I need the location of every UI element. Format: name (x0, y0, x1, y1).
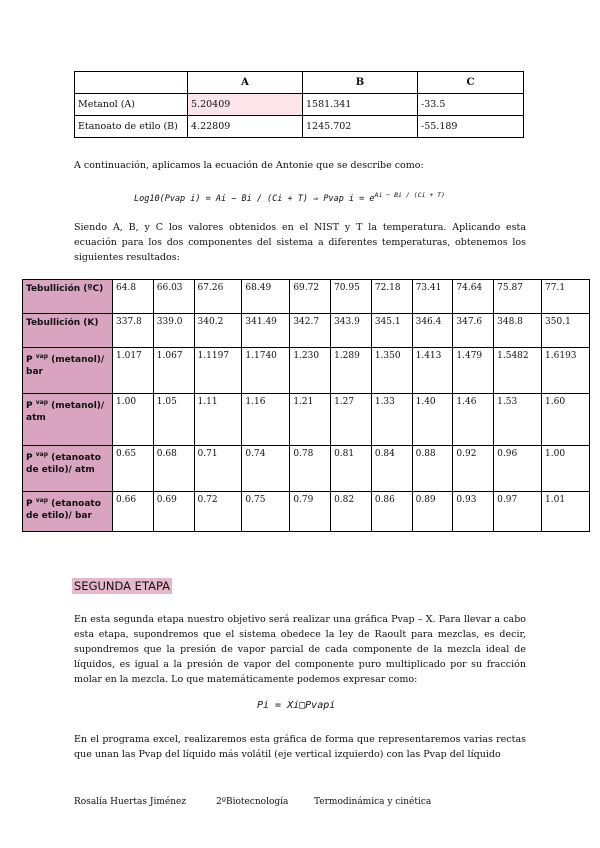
table-header-row (75, 72, 524, 94)
table-cell: 1.230 (290, 348, 331, 394)
table-cell: 0.72 (194, 492, 242, 532)
table-cell: 1.067 (153, 348, 194, 394)
table-cell: 1.16 (242, 394, 290, 446)
table-cell: 1.60 (542, 394, 590, 446)
vapor-pressure-table (22, 279, 590, 532)
table-cell: 1.00 (113, 394, 154, 446)
table-cell: 74.64 (453, 280, 494, 314)
row-label-text: Tebullición (ºC) (26, 284, 104, 294)
table-cell: -55.189 (418, 116, 524, 138)
table-cell: 68.49 (242, 280, 290, 314)
row-label-superscript: vap (35, 399, 49, 406)
table-cell: 0.75 (242, 492, 290, 532)
row-label-text: (metanol)/ atm (26, 401, 105, 423)
table-cell: 0.79 (290, 492, 331, 532)
table-cell: 0.92 (453, 446, 494, 492)
row-label-text: (etanoato de etilo)/ bar (26, 499, 101, 521)
table-cell: 70.95 (331, 280, 372, 314)
row-label-superscript: vap (35, 353, 49, 360)
footer-author: Rosalía Huertas Jiménez (74, 797, 187, 807)
table-cell: 1.00 (542, 446, 590, 492)
table-cell: 1.21 (290, 394, 331, 446)
table-cell: 0.84 (371, 446, 412, 492)
table-cell: -33.5 (418, 94, 524, 116)
row-label: Metanol (A) (75, 94, 188, 116)
row-label-text: (metanol)/ bar (26, 355, 105, 377)
table-cell: 346.4 (412, 314, 453, 348)
antoine-equation-main: Log10(Pvap i) = Ai − Bi / (Ci + T) ⇒ Pvap i = e (134, 193, 375, 204)
row-label-symbol: P (26, 355, 33, 365)
row-label: Etanoato de etilo (B) (75, 116, 188, 138)
table-cell: 69.72 (290, 280, 331, 314)
table-cell: 0.78 (290, 446, 331, 492)
table-cell: 0.88 (412, 446, 453, 492)
table-cell: 0.69 (153, 492, 194, 532)
table-cell: 343.9 (331, 314, 372, 348)
header-cell: A (188, 72, 303, 94)
table-cell: 73.41 (412, 280, 453, 314)
table-cell: 0.65 (113, 446, 154, 492)
antoine-equation-exponent: Ai − Bi / (Ci + T) (374, 191, 445, 199)
table-cell: 0.66 (113, 492, 154, 532)
table-cell: 1.11 (194, 394, 242, 446)
table-cell: 0.86 (371, 492, 412, 532)
section-heading: SEGUNDA ETAPA (74, 579, 171, 593)
table-cell: 1.05 (153, 394, 194, 446)
table-cell: 348.8 (494, 314, 542, 348)
table-cell: 0.74 (242, 446, 290, 492)
antoine-constants-table (74, 71, 524, 138)
table-cell: 1.5482 (494, 348, 542, 394)
table-cell: 0.82 (331, 492, 372, 532)
row-label (23, 280, 113, 314)
table-row (23, 314, 590, 348)
table-cell: 5.20409 (188, 94, 303, 116)
table-cell: 0.96 (494, 446, 542, 492)
row-label (23, 314, 113, 348)
raoult-equation: Pi = Xi□Pvapi (257, 700, 336, 711)
table-cell: 1245.702 (303, 116, 418, 138)
row-label-text: (etanoato de etilo)/ atm (26, 453, 101, 475)
table-cell: 64.8 (113, 280, 154, 314)
table-row (75, 94, 524, 116)
table-cell: 1581.341 (303, 94, 418, 116)
row-label (23, 492, 113, 532)
header-cell: B (303, 72, 418, 94)
table-cell: 4.22809 (188, 116, 303, 138)
table-row (75, 116, 524, 138)
table-cell: 1.289 (331, 348, 372, 394)
excel-paragraph: En el programa excel, realizaremos esta gráfica de forma que representaremos varias rectas que unan las Pvap del líquido más volátil (eje vertical izquierdo) con las Pvap del líquido (74, 734, 526, 760)
table-cell: 1.1197 (194, 348, 242, 394)
raoult-paragraph: En esta segunda etapa nuestro objetivo será realizar una gráfica Pvap – X. Para llevar a cabo esta etapa, supondremos que el sistema obedece la ley de Raoult para mezclas, es decir, supondremos que la presión de vapor parcial de cada componente de la mezcla ideal de líquidos, es igual a la presión de vapor del componente puro multiplicado por su fracción molar en la mezcla. Lo que matemáticamente podemos expresar como: (74, 614, 526, 685)
header-cell: C (418, 72, 524, 94)
footer-subject: Termodinámica y cinética (314, 797, 432, 807)
antoine-equation (134, 191, 445, 204)
row-label-text: Tebullición (K) (26, 318, 99, 328)
table-cell: 1.27 (331, 394, 372, 446)
table-cell: 1.40 (412, 394, 453, 446)
table-cell: 0.93 (453, 492, 494, 532)
table-row (23, 492, 590, 532)
table-cell: 1.413 (412, 348, 453, 394)
row-label-symbol: P (26, 401, 33, 411)
header-cell (75, 72, 188, 94)
table-cell: 341.49 (242, 314, 290, 348)
table-cell: 347.6 (453, 314, 494, 348)
table-cell: 337.8 (113, 314, 154, 348)
table-cell: 72.18 (371, 280, 412, 314)
table-cell: 1.017 (113, 348, 154, 394)
footer-course: 2ºBiotecnología (216, 797, 289, 807)
row-label (23, 348, 113, 394)
table-cell: 0.89 (412, 492, 453, 532)
row-label-symbol: P (26, 499, 33, 509)
table-cell: 1.1740 (242, 348, 290, 394)
table-cell: 66.03 (153, 280, 194, 314)
row-label (23, 394, 113, 446)
table-cell: 340.2 (194, 314, 242, 348)
table-row (23, 280, 590, 314)
table-cell: 1.33 (371, 394, 412, 446)
table-cell: 1.479 (453, 348, 494, 394)
row-label (23, 446, 113, 492)
table-row (23, 446, 590, 492)
table-cell: 67.26 (194, 280, 242, 314)
table-cell: 1.350 (371, 348, 412, 394)
table-cell: 75.87 (494, 280, 542, 314)
table-cell: 1.01 (542, 492, 590, 532)
table-cell: 0.81 (331, 446, 372, 492)
row-label-superscript: vap (35, 497, 49, 504)
table-row (23, 348, 590, 394)
table-cell: 1.53 (494, 394, 542, 446)
table-cell: 350.1 (542, 314, 590, 348)
table-cell: 339.0 (153, 314, 194, 348)
table-cell: 0.71 (194, 446, 242, 492)
table-row (23, 394, 590, 446)
table-cell: 0.97 (494, 492, 542, 532)
row-label-symbol: P (26, 453, 33, 463)
table-cell: 1.6193 (542, 348, 590, 394)
table-cell: 0.68 (153, 446, 194, 492)
row-label-superscript: vap (35, 451, 49, 458)
table-cell: 77.1 (542, 280, 590, 314)
table-cell: 345.1 (371, 314, 412, 348)
table-cell: 342.7 (290, 314, 331, 348)
results-paragraph: Siendo A, B, y C los valores obtenidos en el NIST y T la temperatura. Aplicando esta ecuación para los dos componentes del sistema a diferentes temperaturas, obtenemos los siguientes resultados: (74, 222, 526, 263)
table-cell: 1.46 (453, 394, 494, 446)
intro-paragraph: A continuación, aplicamos la ecuación de Antonie que se describe como: (74, 160, 424, 171)
